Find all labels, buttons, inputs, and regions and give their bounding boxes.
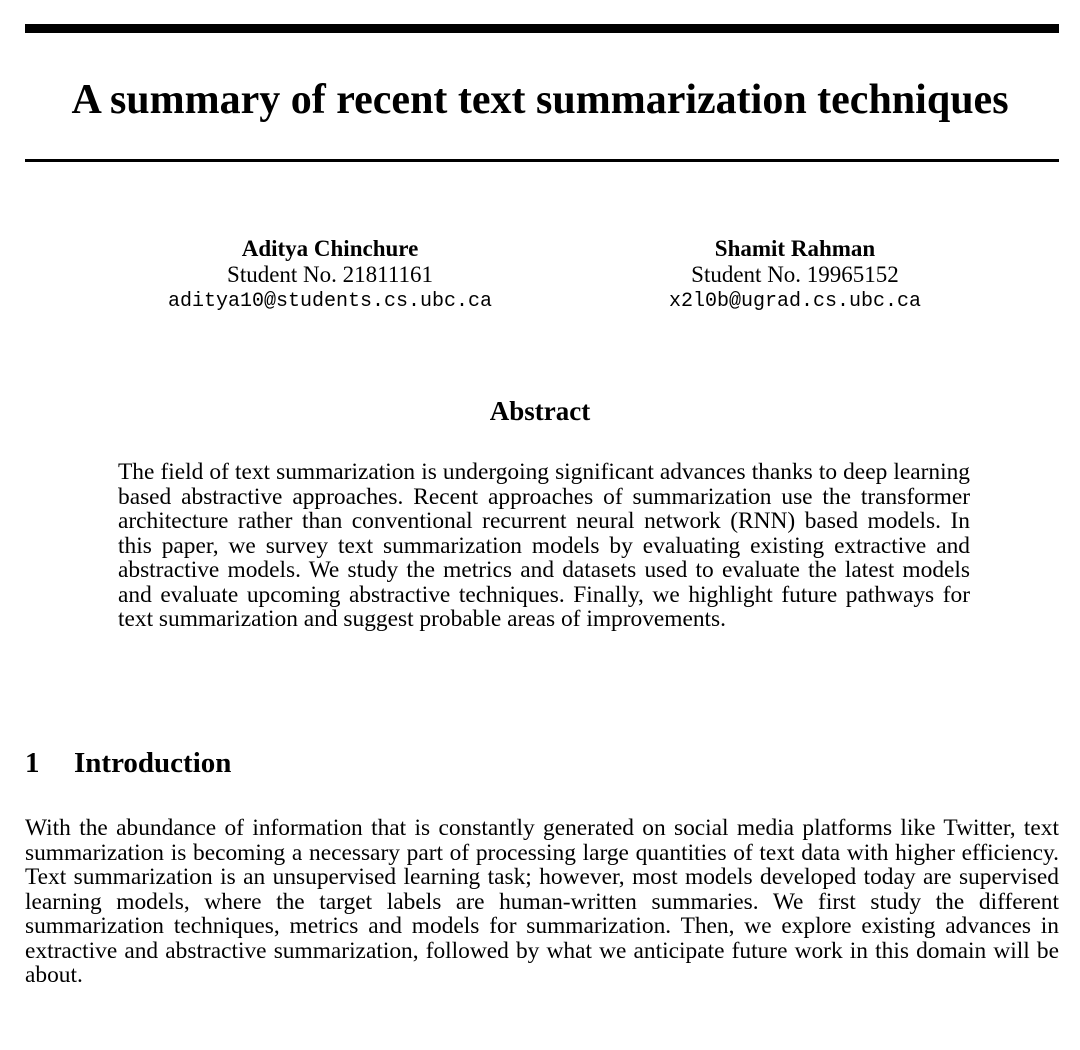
section-title: Introduction xyxy=(74,747,232,779)
title-top-rule xyxy=(25,24,1059,33)
author-student-number: Student No. 21811161 xyxy=(227,262,433,287)
author-name: Shamit Rahman xyxy=(714,236,876,261)
section-number: 1 xyxy=(25,747,40,779)
paper-title: A summary of recent text summarization techniques xyxy=(71,77,1009,123)
author-name: Aditya Chinchure xyxy=(241,236,419,261)
section-heading xyxy=(25,745,231,781)
author-block xyxy=(130,237,530,315)
author-block xyxy=(595,237,995,315)
introduction-text: With the abundance of information that is constantly generated on social media platforms like Twitter, text summarization is becoming a necessary part of processing large quantities of text data with higher efficiency. Text summarization is an unsupervised learning task; however, most models developed today are supervised learning models, where the target labels are human-written summaries. We first study the different summarization techniques, metrics and models for summarization. Then, we explore existing advances in extractive and abstractive summarization, followed by what we anticipate future work in this domain will be about. xyxy=(25,815,1059,988)
abstract-text: The field of text summarization is undergoing significant advances thanks to deep learning based abstractive approaches. Recent approaches of summarization use the transformer architecture rather than conventional recurrent neural network (RNN) based models. In this paper, we survey text summarization models by evaluating existing extractive and abstractive models. We study the metrics and datasets used to evaluate the latest models and evaluate upcoming abstractive techniques. Finally, we highlight future pathways for text summarization and suggest probable areas of improvements. xyxy=(118,459,970,632)
author-student-number: Student No. 19965152 xyxy=(691,262,899,287)
abstract-heading: Abstract xyxy=(489,396,591,426)
title-bottom-rule xyxy=(25,159,1059,162)
author-email[interactable]: x2l0b@ugrad.cs.ubc.ca xyxy=(668,290,922,313)
author-email[interactable]: aditya10@students.cs.ubc.ca xyxy=(167,290,493,313)
